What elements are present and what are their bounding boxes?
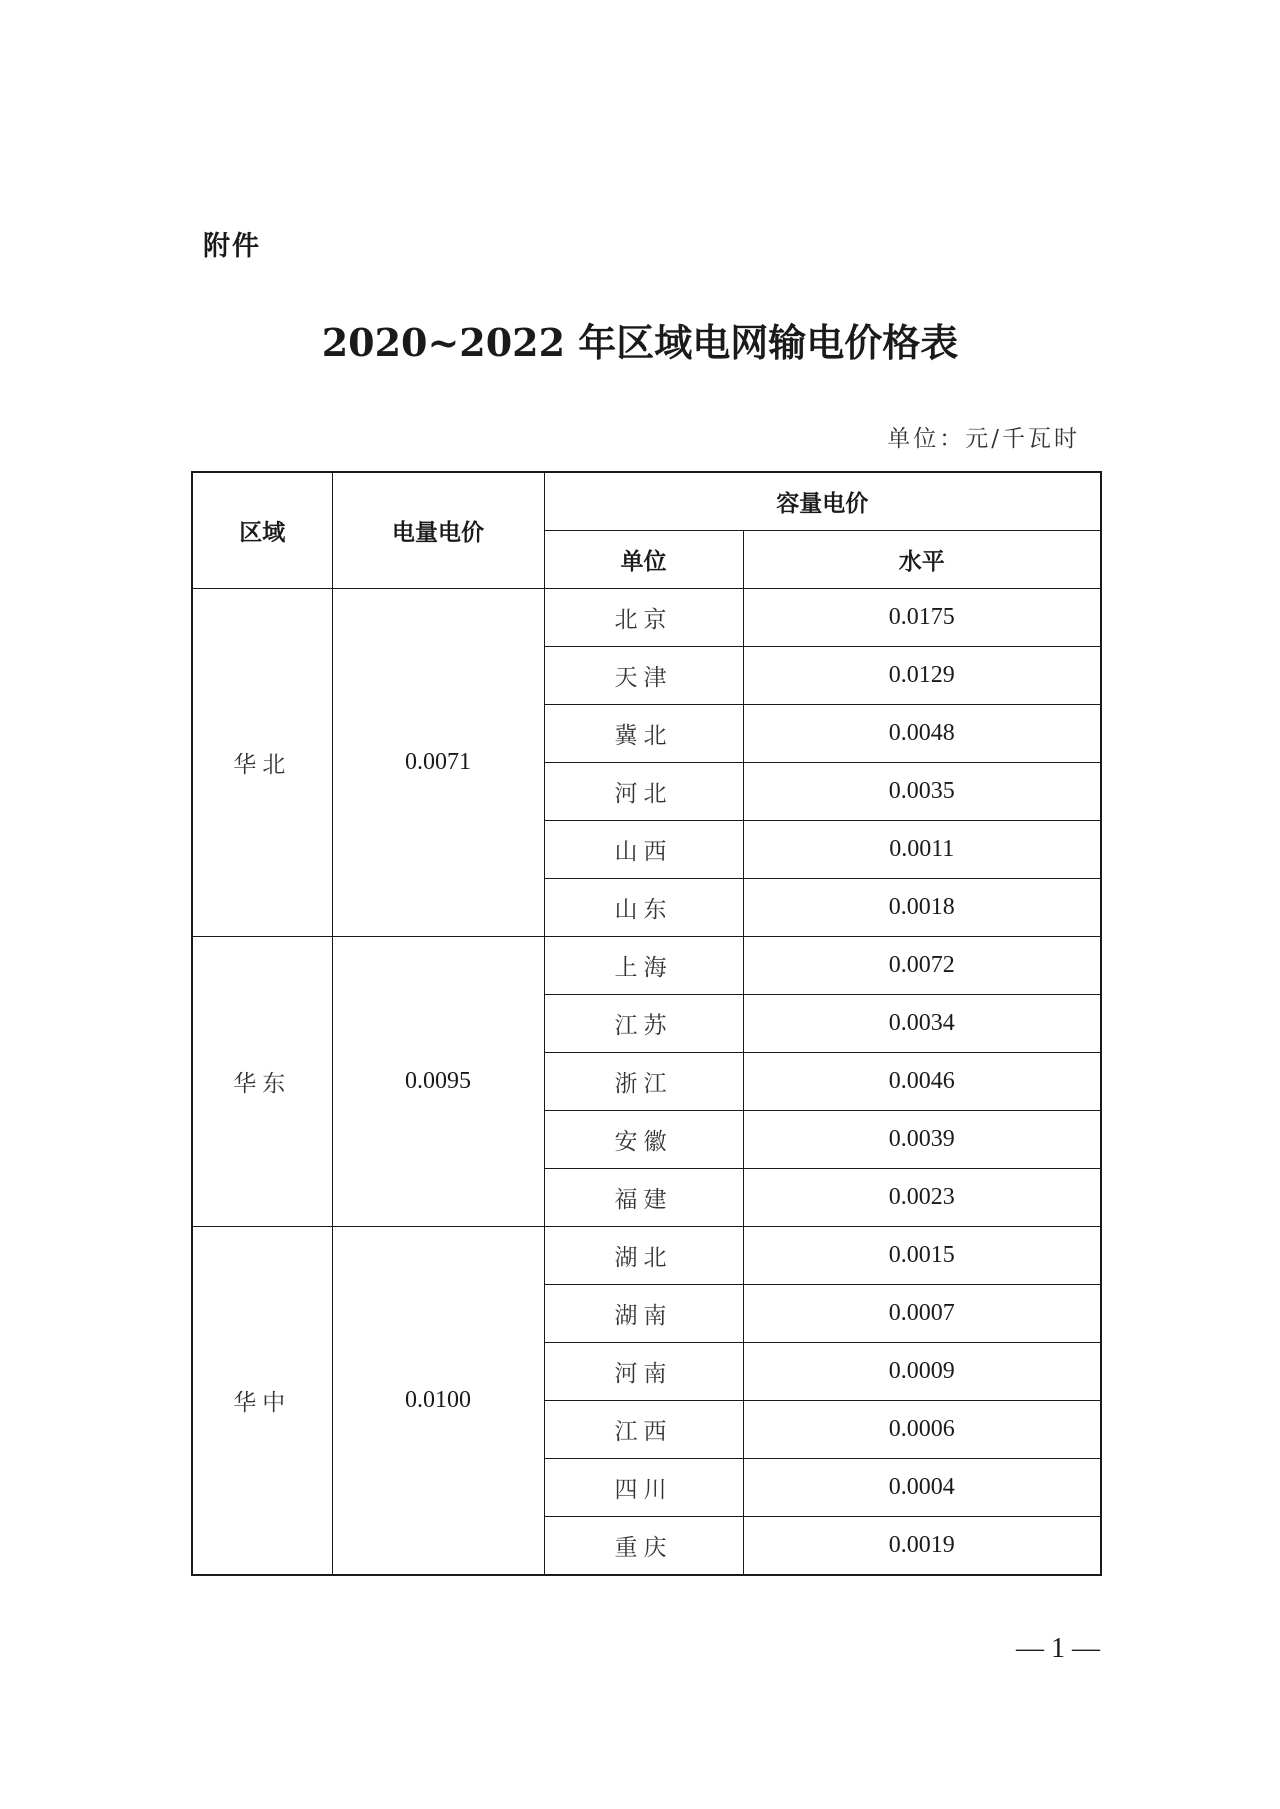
- header-unit: 单位: [544, 531, 743, 589]
- attachment-label: 附件: [203, 231, 261, 262]
- table-row: [192, 937, 1101, 995]
- level-cell: 0.0018: [743, 879, 1101, 937]
- price-table: [191, 471, 1102, 1576]
- level-cell: 0.0023: [743, 1169, 1101, 1227]
- table-row: [192, 1227, 1101, 1285]
- unit-cell: 山东: [544, 879, 743, 937]
- unit-cell: 湖南: [544, 1285, 743, 1343]
- energy-price-cell: 0.0095: [332, 937, 544, 1227]
- unit-cell: 河南: [544, 1343, 743, 1401]
- energy-price-cell: 0.0100: [332, 1227, 544, 1576]
- level-cell: 0.0007: [743, 1285, 1101, 1343]
- price-table-body: [192, 472, 1101, 1575]
- energy-price-cell: 0.0071: [332, 589, 544, 937]
- header-row-1: [192, 472, 1101, 531]
- unit-cell: 河北: [544, 763, 743, 821]
- unit-cell: 天津: [544, 647, 743, 705]
- level-cell: 0.0011: [743, 821, 1101, 879]
- unit-cell: 冀北: [544, 705, 743, 763]
- header-energy-price: 电量电价: [332, 472, 544, 589]
- level-cell: 0.0034: [743, 995, 1101, 1053]
- level-cell: 0.0015: [743, 1227, 1101, 1285]
- header-capacity-price: 容量电价: [544, 472, 1101, 531]
- region-cell: 华中: [192, 1227, 332, 1576]
- level-cell: 0.0175: [743, 589, 1101, 647]
- unit-cell: 重庆: [544, 1517, 743, 1576]
- unit-cell: 四川: [544, 1459, 743, 1517]
- unit-cell: 江西: [544, 1401, 743, 1459]
- level-cell: 0.0019: [743, 1517, 1101, 1576]
- unit-cell: 浙江: [544, 1053, 743, 1111]
- level-cell: 0.0072: [743, 937, 1101, 995]
- level-cell: 0.0129: [743, 647, 1101, 705]
- level-cell: 0.0006: [743, 1401, 1101, 1459]
- header-region: 区域: [192, 472, 332, 589]
- unit-cell: 山西: [544, 821, 743, 879]
- level-cell: 0.0048: [743, 705, 1101, 763]
- document-title: 2020~2022 年区域电网输电价格表: [321, 320, 959, 365]
- unit-cell: 湖北: [544, 1227, 743, 1285]
- table-row: [192, 589, 1101, 647]
- page-number: — 1 —: [1016, 1633, 1100, 1664]
- level-cell: 0.0046: [743, 1053, 1101, 1111]
- unit-cell: 上海: [544, 937, 743, 995]
- region-cell: 华东: [192, 937, 332, 1227]
- unit-cell: 福建: [544, 1169, 743, 1227]
- level-cell: 0.0039: [743, 1111, 1101, 1169]
- unit-cell: 江苏: [544, 995, 743, 1053]
- unit-cell: 北京: [544, 589, 743, 647]
- level-cell: 0.0009: [743, 1343, 1101, 1401]
- unit-cell: 安徽: [544, 1111, 743, 1169]
- header-level: 水平: [743, 531, 1101, 589]
- unit-note: 单位：元/千瓦时: [887, 426, 1080, 452]
- level-cell: 0.0004: [743, 1459, 1101, 1517]
- level-cell: 0.0035: [743, 763, 1101, 821]
- region-cell: 华北: [192, 589, 332, 937]
